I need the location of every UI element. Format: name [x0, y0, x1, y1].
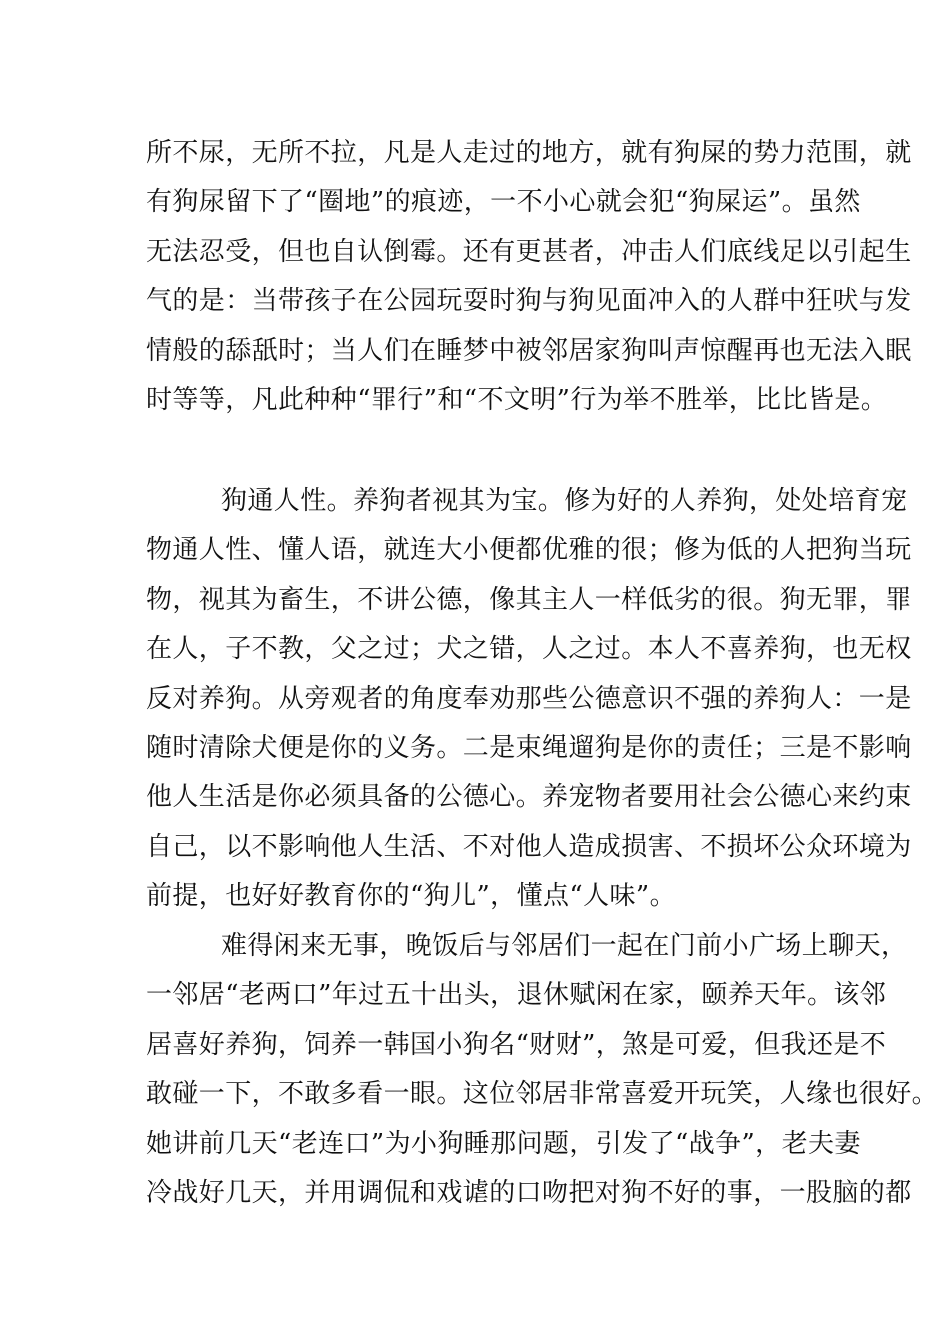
text-line: 随时清除犬便是你的义务。二是束绳遛狗是你的责任；三是不影响 [146, 732, 912, 763]
paragraph-3 [146, 922, 939, 1218]
text-line: 反对养狗。从旁观者的角度奉劝那些公德意识不强的养狗人：一是 [146, 683, 912, 714]
text-line: 前提，也好好教育你的“狗儿”，懂点“人味”。 [146, 881, 676, 912]
text-line: 她讲前几天“老连口”为小狗睡那问题，引发了“战争”，老夫妻 [146, 1128, 861, 1159]
text-line: 难得闲来无事，晚饭后与邻居们一起在门前小广场上聊天， [221, 931, 908, 961]
text-line: 狗通人性。养狗者视其为宝。修为好的人养狗，处处培育宠 [221, 486, 908, 516]
text-line: 自己，以不影响他人生活、不对他人造成损害、不损坏公众环境为 [146, 831, 912, 862]
text-line: 有狗尿留下了“圈地”的痕迹，一不小心就会犯“狗屎运”。虽然 [146, 187, 861, 218]
text-line: 物，视其为畜生，不讲公德，像其主人一样低劣的很。狗无罪，罪 [146, 584, 912, 615]
text-line: 居喜好养狗，饲养一韩国小狗名“财财”，煞是可爱，但我还是不 [146, 1029, 887, 1060]
paragraph-1 [146, 129, 912, 425]
text-line: 他人生活是你必须具备的公德心。养宠物者要用社会公德心来约束 [146, 782, 912, 813]
text-line: 时等等，凡此种种“罪行”和“不文明”行为举不胜举，比比皆是。 [146, 384, 888, 415]
text-line: 敢碰一下，不敢多看一眼。这位邻居非常喜爱开玩笑，人缘也很好。 [146, 1079, 939, 1110]
text-line: 冷战好几天，并用调侃和戏谑的口吻把对狗不好的事，一股脑的都 [146, 1177, 912, 1208]
text-line: 一邻居“老两口”年过五十出头，退休赋闲在家，颐养天年。该邻 [146, 980, 887, 1011]
text-line: 无法忍受，但也自认倒霉。还有更甚者，冲击人们底线足以引起生 [146, 236, 912, 267]
text-line: 在人，子不教，父之过；犬之错，人之过。本人不喜养狗，也无权 [146, 634, 912, 665]
text-line: 物通人性、懂人语，就连大小便都优雅的很；修为低的人把狗当玩 [146, 535, 912, 566]
text-line: 气的是：当带孩子在公园玩耍时狗与狗见面冲入的人群中狂吠与发 [146, 286, 912, 317]
text-line: 所不尿，无所不拉，凡是人走过的地方，就有狗屎的势力范围，就 [146, 138, 912, 168]
paragraph-2 [146, 477, 912, 922]
text-line: 情般的舔舐时；当人们在睡梦中被邻居家狗叫声惊醒再也无法入眠 [146, 335, 912, 366]
